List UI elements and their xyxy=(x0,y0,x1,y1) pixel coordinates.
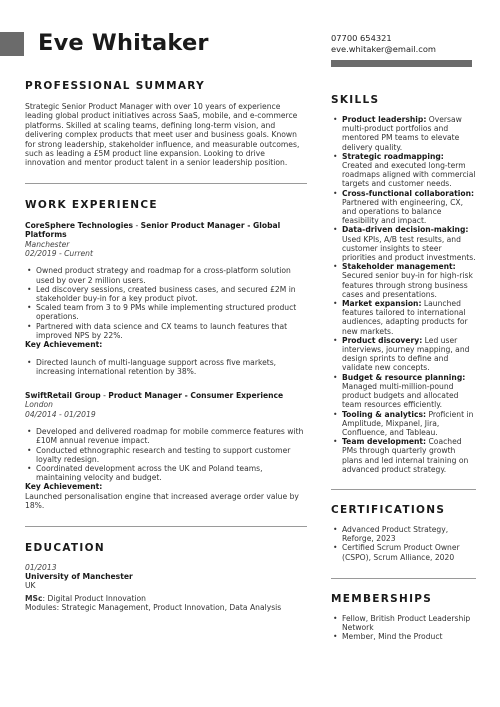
job-entry xyxy=(25,221,307,376)
memberships-heading: MEMBERSHIPS xyxy=(331,592,433,605)
section-divider xyxy=(331,578,476,579)
section-divider xyxy=(25,526,307,527)
job-dates: 02/2019 - Current xyxy=(25,249,93,259)
skill-item xyxy=(331,189,476,226)
job-bullets xyxy=(25,266,307,340)
skill-desc: Partnered with engineering, CX, and operations to balance feasibility and impact. xyxy=(342,197,464,226)
skill-name: Product leadership: xyxy=(342,115,427,124)
education-degree xyxy=(25,594,307,603)
skill-item xyxy=(331,262,476,299)
skill-item xyxy=(331,225,476,262)
job-location: Manchester xyxy=(25,239,70,249)
skill-item xyxy=(331,152,476,189)
job-bullet: • Coordinated development across the UK and Poland teams, maintaining velocity and budget. xyxy=(25,464,307,482)
membership-item: • Fellow, British Product Leadership Network xyxy=(331,614,476,632)
education-modules: Modules: Strategic Management, Product Innovation, Data Analysis xyxy=(25,603,282,613)
section-divider xyxy=(25,183,307,184)
job-role: Senior Product Manager - Global Platforms xyxy=(25,220,281,240)
memberships-section xyxy=(331,593,476,642)
education-heading: EDUCATION xyxy=(25,541,105,554)
skills-section xyxy=(331,94,476,474)
achievement-text: Launched personalisation engine that increased average order value by 18%. xyxy=(25,491,299,511)
job-company: CoreSphere Technologies xyxy=(25,220,134,230)
skills-list xyxy=(331,115,476,474)
experience-section xyxy=(25,199,307,511)
memberships-list xyxy=(331,614,476,642)
skill-desc: Proficient in Amplitude, Mixpanel, Jira, Confluence, and Tableau. xyxy=(342,409,474,437)
education-date: 01/2013 xyxy=(25,562,57,572)
skill-desc: Oversaw multi-product portfolios and mentored PM teams to elevate delivery quality. xyxy=(342,115,462,152)
education-country: UK xyxy=(25,581,36,591)
skill-item xyxy=(331,115,476,152)
skill-name: Product discovery: xyxy=(342,335,423,345)
job-bullet: • Led discovery sessions, created business cases, and secured £2M in stakeholder buy-in for a key product pivot. xyxy=(25,285,307,303)
skill-name: Tooling & analytics: xyxy=(342,409,427,419)
skill-name: Market expansion: xyxy=(342,299,422,309)
skill-item xyxy=(331,437,476,474)
skill-name: Strategic roadmapping: xyxy=(342,151,444,161)
education-school: University of Manchester xyxy=(25,571,133,581)
job-bullet: • Developed and delivered roadmap for mobile commerce features with £10M annual revenue impact. xyxy=(25,427,307,445)
left-column xyxy=(25,80,307,613)
skill-desc: Coached PMs through quarterly growth plans and led internal training on advanced product strategy. xyxy=(342,437,469,474)
skill-desc: Used KPIs, A/B test results, and customer insights to steer priorities and product investments. xyxy=(342,234,476,263)
job-bullets xyxy=(25,427,307,482)
certification-item: • Certified Scrum Product Owner (CSPO), Scrum Alliance, 2020 xyxy=(331,543,476,561)
skill-desc: Led user interviews, journey mapping, and design sprints to define and validate new concepts. xyxy=(342,335,470,373)
job-separator: - xyxy=(100,390,109,400)
key-achievement-label: Key Achievement: xyxy=(25,340,103,350)
candidate-name: Eve Whitaker xyxy=(38,30,209,56)
section-divider xyxy=(331,489,476,490)
certifications-list xyxy=(331,525,476,562)
experience-heading: WORK EXPERIENCE xyxy=(25,198,158,211)
job-company: SwiftRetail Group xyxy=(25,390,101,400)
skill-desc: Created and executed long-term roadmaps aligned with commercial targets and customer needs. xyxy=(342,161,476,189)
skill-desc: Secured senior buy-in for high-risk features through strong business cases and presentations. xyxy=(342,271,473,299)
skill-item xyxy=(331,410,476,438)
job-separator: - xyxy=(133,220,141,230)
achievement-bullet: • Directed launch of multi-language support across five markets, increasing international retention by 38%. xyxy=(25,358,307,376)
certifications-heading: CERTIFICATIONS xyxy=(331,503,446,516)
certifications-section xyxy=(331,504,476,562)
skill-desc: Launched features tailored to international audiences, adapting products for new markets. xyxy=(342,299,468,336)
job-location: London xyxy=(25,400,53,410)
job-bullet: • Conducted ethnographic research and testing to support customer loyalty redesign. xyxy=(25,446,307,464)
contact-block xyxy=(331,33,436,54)
right-column xyxy=(331,94,476,641)
education-section xyxy=(25,542,307,613)
skill-item xyxy=(331,299,476,336)
email-address: eve.whitaker@email.com xyxy=(331,43,437,54)
key-achievement-label: Key Achievement: xyxy=(25,482,103,492)
summary-section xyxy=(25,80,307,168)
job-bullet: • Owned product strategy and roadmap for a cross-platform solution used by over 2 million users. xyxy=(25,266,307,284)
job-title xyxy=(25,391,307,400)
achievement-list xyxy=(25,358,307,376)
phone-number: 07700 654321 xyxy=(331,33,392,43)
job-role: Product Manager - Consumer Experience xyxy=(108,390,284,400)
job-bullet: • Scaled team from 3 to 9 PMs while implementing structured product operations. xyxy=(25,303,307,321)
skill-name: Stakeholder management: xyxy=(342,262,456,272)
contact-accent-bar xyxy=(331,60,472,67)
certification-item: • Advanced Product Strategy, Reforge, 2023 xyxy=(331,525,476,543)
summary-heading: PROFESSIONAL SUMMARY xyxy=(25,80,206,92)
skill-item xyxy=(331,373,476,410)
skill-name: Data-driven decision-making: xyxy=(342,225,469,235)
summary-text: Strategic Senior Product Manager with over 10 years of experience leading global product initiatives across SaaS, mobile, and e-commerce platforms. Skilled at scaling teams, defining long-term vision, and delivering complex products that meet user and business goals. Known for strong leadership, stakeholder influence, and measurable outcomes, such as leading a £5M product line expansion. Looking to drive innovation and mentor product talent in a senior leadership position. xyxy=(25,102,300,168)
degree-label: MSc xyxy=(25,593,43,603)
skill-item xyxy=(331,336,476,373)
skill-desc: Managed multi-million-pound product budgets and allocated team resources efficiently. xyxy=(342,381,459,410)
skills-heading: SKILLS xyxy=(331,94,380,106)
skill-name: Cross-functional collaboration: xyxy=(342,188,475,198)
job-bullet: • Partnered with data science and CX teams to launch features that improved NPS by 22%. xyxy=(25,322,307,340)
job-dates: 04/2014 - 01/2019 xyxy=(25,409,96,419)
job-title xyxy=(25,221,307,240)
skill-name: Budget & resource planning: xyxy=(342,372,466,382)
skill-name: Team development: xyxy=(342,437,427,447)
job-entry xyxy=(25,391,307,511)
membership-item: • Member, Mind the Product xyxy=(331,632,476,641)
degree-name: : Digital Product Innovation xyxy=(42,593,146,603)
header-accent-bar xyxy=(0,32,24,56)
